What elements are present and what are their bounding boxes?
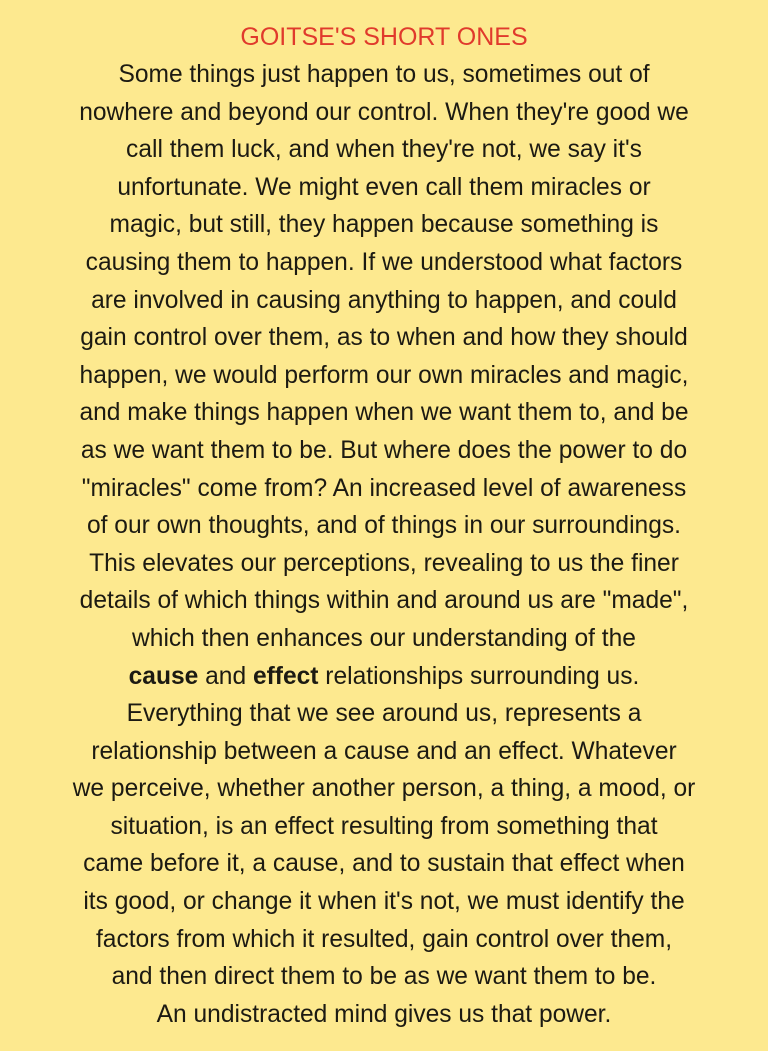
text-line: came before it, a cause, and to sustain that effect when [83,850,685,878]
text-line: and then direct them to be as we want them to be. [111,963,657,991]
text-line: Everything that we see around us, represents a [126,700,642,728]
text-line: and make things happen when we want them to, and be [79,399,689,427]
text-line: which then enhances our understanding of the [132,624,636,652]
text-line: magic, but still, they happen because something is [109,211,659,239]
text-line: details of which things within and around us are "made", [79,587,689,615]
text-line: happen, we would perform our own miracles and magic, [79,361,689,389]
text-line: causing them to happen. If we understood what factors [85,248,683,276]
document-body [0,56,768,1033]
text-line: its good, or change it when it's not, we must identify the [83,888,685,916]
text-line: relationship between a cause and an effect. Whatever [91,737,677,765]
text-line: An undistracted mind gives us that power. [156,1000,612,1028]
bold-word-cause: cause [128,662,199,690]
text-fragment: and [198,662,253,690]
cause-effect-line [0,658,768,696]
text-line: as we want them to be. But where does the power to do [80,436,688,464]
text-line: This elevates our perceptions, revealing to us the finer [89,549,679,577]
text-line: gain control over them, as to when and how they should [80,324,688,352]
text-line: "miracles" come from? An increased level of awareness [81,474,687,502]
text-line: we perceive, whether another person, a thing, a mood, or [72,775,696,803]
text-line: situation, is an effect resulting from something that [110,812,658,840]
text-line: of our own thoughts, and of things in our surroundings. [87,512,681,540]
text-line: unfortunate. We might even call them miracles or [117,173,651,201]
document-title: GOITSE'S SHORT ONES [240,23,528,51]
text-line: nowhere and beyond our control. When they're good we [79,98,689,126]
bold-word-effect: effect [252,662,319,690]
text-line: call them luck, and when they're not, we say it's [126,136,642,164]
text-fragment: relationships surrounding us. [318,662,640,690]
text-line: are involved in causing anything to happen, and could [91,286,677,314]
text-line: factors from which it resulted, gain control over them, [95,925,673,953]
text-line: Some things just happen to us, sometimes out of [118,61,650,88]
